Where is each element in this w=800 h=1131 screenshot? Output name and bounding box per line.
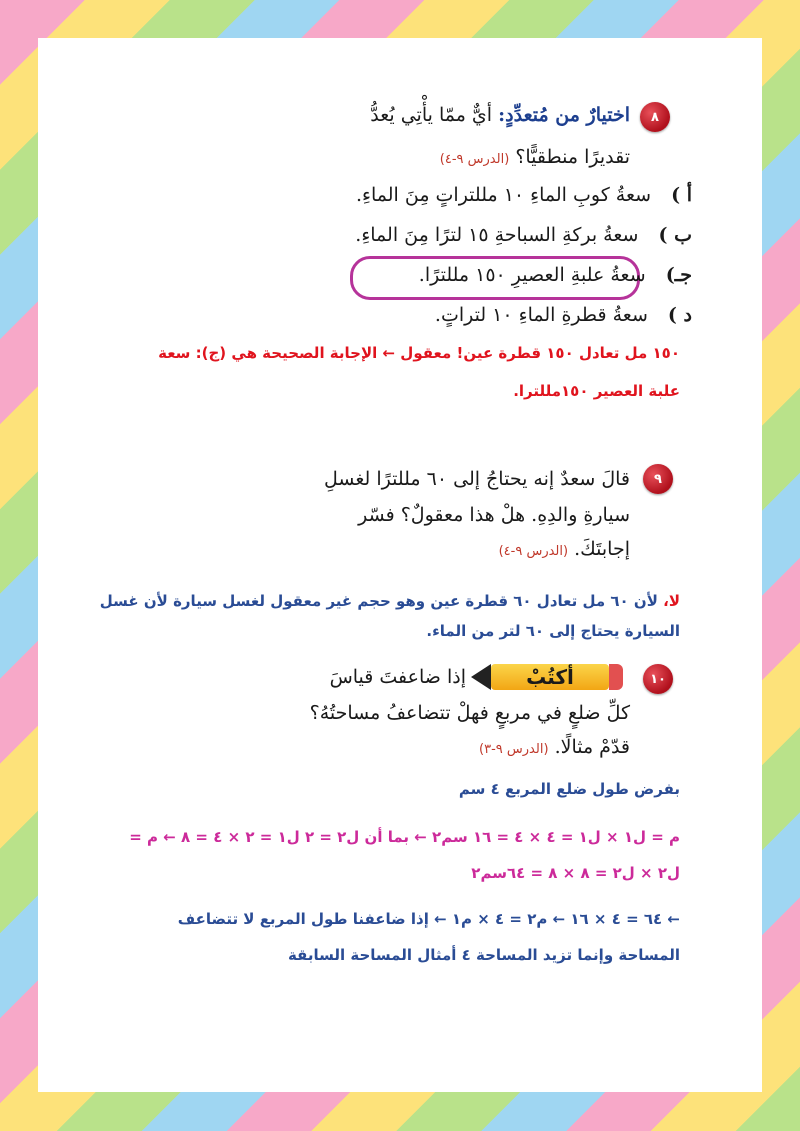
write-pencil-badge — [471, 662, 623, 692]
option-b-letter: ب ) — [658, 224, 692, 246]
pencil-label: أكتُبْ — [491, 664, 609, 690]
question-9-answer-line2: السيارة يحتاج إلى ٦٠ لتر من الماء. — [426, 622, 680, 640]
question-10-answer-eq1: م = ل١ × ل١ = ٤ × ٤ = ١٦ سم٢ ← بما أن ل٢ = ٢ ل١ = ٢ × ٤ = ٨ ← م = — [129, 828, 680, 846]
question-10-answer-concl1: ← ٦٤ = ٤ × ١٦ ← م٢ = ٤ × م١ ← إذا ضاعفنا طول المربع لا تتضاعف — [177, 910, 680, 928]
question-10-answer-eq2: ل٢ × ل٢ = ٨ × ٨ = ٦٤سم٢ — [471, 864, 680, 882]
question-9-answer-line1 — [100, 592, 680, 610]
option-d — [435, 304, 692, 326]
question-9-lesson: (الدرس ٩-٤) — [498, 544, 569, 559]
question-8-line1 — [370, 104, 630, 126]
option-c-letter: جـ) — [665, 264, 692, 286]
question-8-answer-line1: ١٥٠ مل تعادل ١٥٠ قطرة عين! معقول ← الإجابة الصحيحة هي (ج): سعة — [158, 344, 680, 362]
worksheet-page — [38, 38, 762, 1092]
question-10-line2: كلِّ ضلعٍ في مربعٍ فهلْ تتضاعفُ مساحتُهُ؟ — [309, 702, 630, 724]
option-a-text: سعةُ كوبِ الماءِ ١٠ مللتراتٍ مِنَ الماءِ. — [356, 184, 652, 206]
question-10-number: ١٠ — [643, 664, 673, 694]
option-a — [356, 184, 692, 206]
question-10-answer-intro: بفرض طول ضلع المربع ٤ سم — [458, 780, 680, 798]
question-9-answer-text: لأن ٦٠ مل تعادل ٦٠ قطرة عين وهو حجم غير معقول لغسل سيارة لأن غسل — [99, 592, 658, 610]
question-10-line1: إذا ضاعفتَ قياسَ — [329, 666, 466, 688]
option-d-letter: د ) — [667, 304, 692, 326]
question-8-answer-line2: علبة العصير ١٥٠مللترا. — [513, 382, 680, 400]
option-c — [419, 264, 692, 286]
pencil-eraser-icon — [609, 664, 623, 690]
question-8-lesson: (الدرس ٩-٤) — [439, 152, 510, 167]
question-9-line1: قالَ سعدٌ إنه يحتاجُ إلى ٦٠ مللترًا لغسلِ — [324, 468, 630, 490]
option-b — [355, 224, 692, 246]
question-8-text-2: تقديرًا منطقيًّا؟ — [515, 146, 630, 168]
question-10-answer-concl2: المساحة وإنما تزيد المساحة ٤ أمثال المساحة السابقة — [287, 946, 680, 964]
question-8-title: اختيارٌ من مُتعدِّدٍ: — [498, 104, 630, 126]
question-8-number: ٨ — [640, 102, 670, 132]
question-9-text-3: إجابتَكَ. — [574, 538, 630, 560]
option-d-text: سعةُ قطرةِ الماءِ ١٠ لتراتٍ. — [434, 304, 648, 326]
option-b-text: سعةُ بركةِ السباحةِ ١٥ لترًا مِنَ الماءِ. — [355, 224, 639, 246]
question-10-line3 — [479, 736, 630, 758]
option-c-text: سعةُ علبةِ العصيرِ ١٥٠ مللترًا. — [418, 264, 646, 286]
question-9-answer-prefix: لا، — [663, 592, 680, 610]
question-9-number: ٩ — [643, 464, 673, 494]
question-8-line2 — [440, 146, 630, 168]
pencil-tip-icon — [471, 664, 491, 690]
question-10-text-3: قدّمْ مثالًا. — [554, 736, 630, 758]
question-9-line3 — [499, 538, 630, 560]
question-8-text-1: أيٌّ ممّا يأْتِي يُعدُّ — [370, 104, 493, 126]
question-9-line2: سيارةِ والدِهِ. هلْ هذا معقولٌ؟ فسّر — [358, 504, 630, 526]
question-10-lesson: (الدرس ٩-٣) — [479, 742, 549, 757]
option-a-letter: أ ) — [671, 184, 692, 206]
